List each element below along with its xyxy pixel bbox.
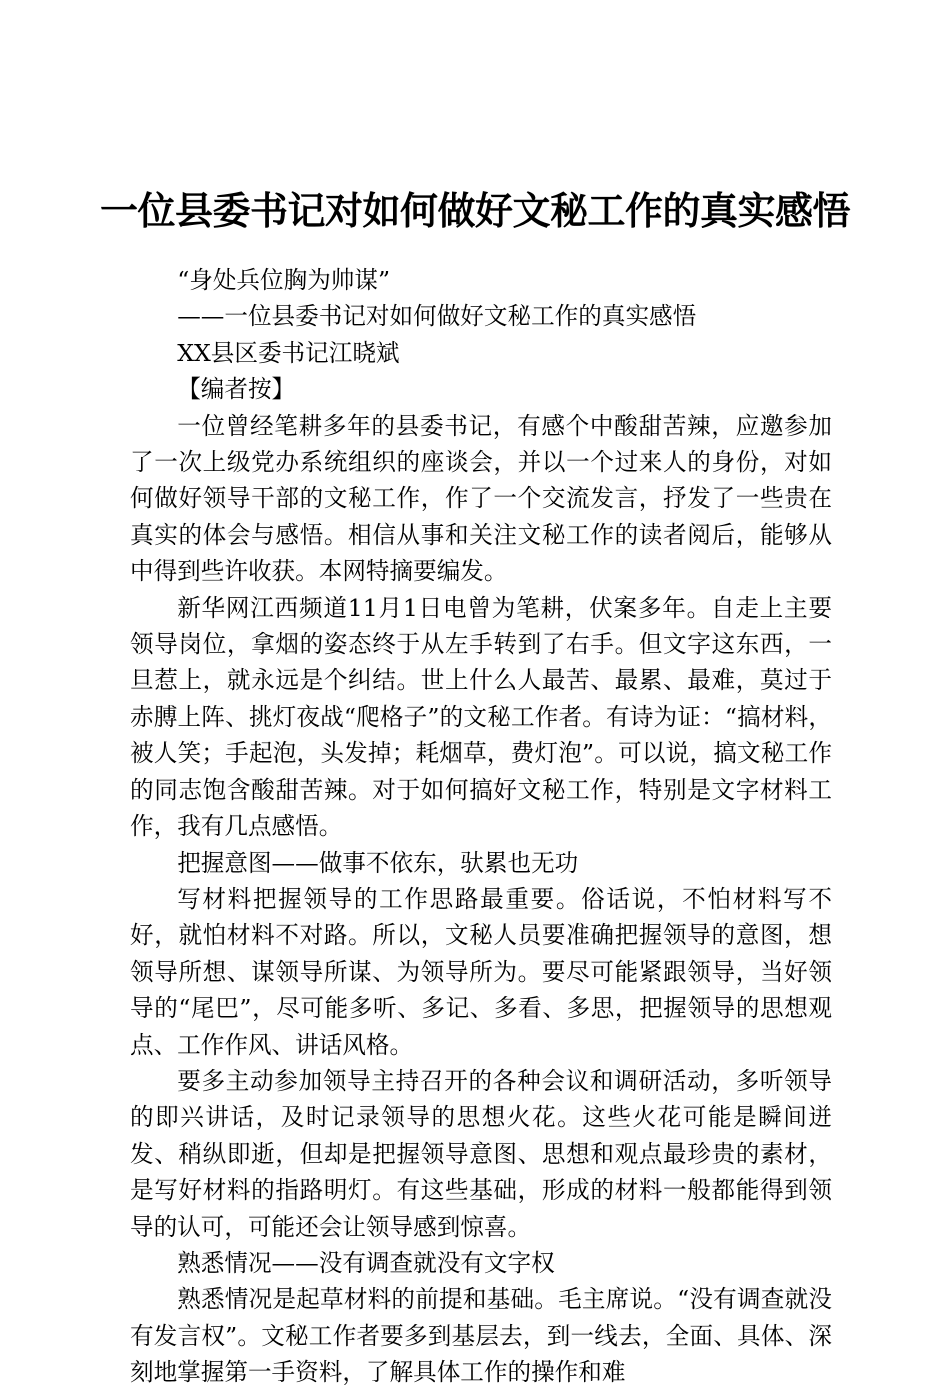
body-paragraph: 熟悉情况是起草材料的前提和基础。毛主席说。“没有调查就没有发言权”。文秘工作者要多到基层去，到一线去，全面、具体、深刻地掌握第一手资料，了解具体工作的操作和难 xyxy=(130,1285,832,1387)
section-heading: 熟悉情况——没有调查就没有文字权 xyxy=(177,1248,555,1277)
subtitle-quote: “身处兵位胸为帅谋” xyxy=(177,266,391,294)
body-paragraph: 一位曾经笔耕多年的县委书记，有感个中酸甜苦辣，应邀参加了一次上级党办系统组织的座谈会，并以一个过来人的身份，对如何做好领导干部的文秘工作，作了一个交流发言，抒发了一些贵在真实的体会与感悟。相信从事和关注文秘工作的读者阅后，能够从中得到些许收获。本网特摘要编发。 xyxy=(130,411,832,586)
document-title: 一位县委书记对如何做好文秘工作的真实感悟 xyxy=(99,189,850,233)
body-paragraph: 新华网江西频道11月1日电曾为笔耕，伏案多年。自走上主要领导岗位，拿烟的姿态终于从左手转到了右手。但文字这东西，一旦惹上，就永远是个纠结。世上什么人最苦、最累、最难，莫过于赤膊上阵、挑灯夜战“爬格子”的文秘工作者。有诗为证：“搞材料，被人笑；手起泡，头发掉；耗烟草，费灯泡”。可以说，搞文秘工作的同志饱含酸甜苦辣。对于如何搞好文秘工作，特别是文字材料工作，我有几点感悟。 xyxy=(130,593,832,841)
author-line: XX县区委书记江晓斌 xyxy=(177,338,400,367)
body-paragraph: 写材料把握领导的工作思路最重要。俗话说，不怕材料写不好，就怕材料不对路。所以，文秘人员要准确把握领导的意图，想领导所想、谋领导所谋、为领导所为。要尽可能紧跟领导，当好领导的“尾巴”，尽可能多听、多记、多看、多思，把握领导的思想观点、工作作风、讲话风格。 xyxy=(130,884,832,1059)
body-paragraph: 要多主动参加领导主持召开的各种会议和调研活动，多听领导的即兴讲话，及时记录领导的思想火花。这些火花可能是瞬间迸发、稍纵即逝，但却是把握领导意图、思想和观点最珍贵的素材，是写好材料的指路明灯。有这些基础，形成的材料一般都能得到领导的认可，可能还会让领导感到惊喜。 xyxy=(130,1066,832,1241)
section-heading: 把握意图——做事不依东，驮累也无功 xyxy=(177,848,579,877)
editor-note-heading: 【编者按】 xyxy=(177,375,296,404)
document-body xyxy=(130,262,832,1391)
subtitle-dash: ——一位县委书记对如何做好文秘工作的真实感悟 xyxy=(177,302,697,331)
